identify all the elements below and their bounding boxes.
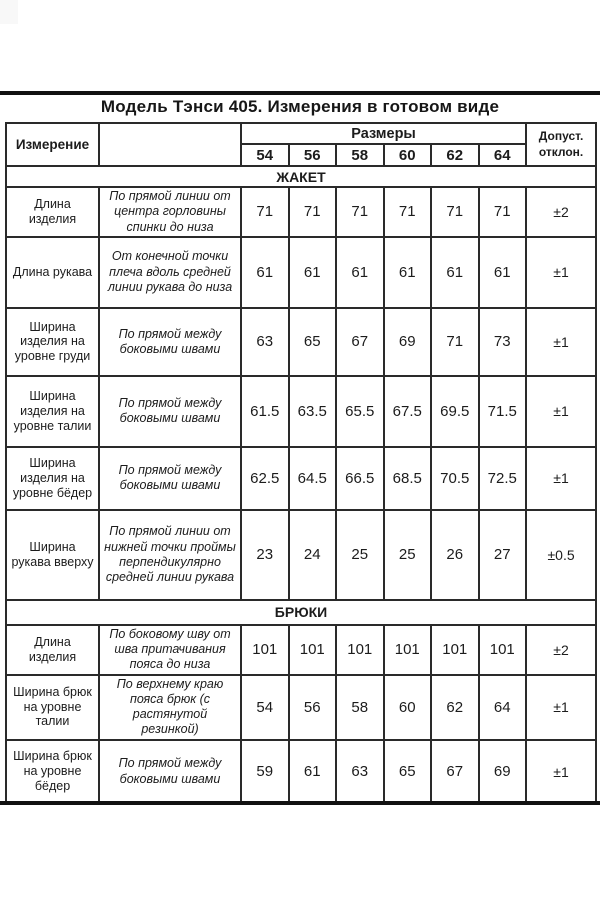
size-value: 65 <box>289 308 337 376</box>
deviation-value: ±1 <box>526 237 596 308</box>
header-size-64: 64 <box>479 144 527 166</box>
deviation-value: ±2 <box>526 187 596 237</box>
measurement-method: От конечной точки плеча вдоль средней линии рукава до низа <box>99 237 241 308</box>
header-deviation-line2: отклон. <box>538 144 584 159</box>
size-value: 70.5 <box>431 447 479 510</box>
page-title: Модель Тэнси 405. Измерения в готовом виде <box>100 97 500 116</box>
size-value: 73 <box>479 308 527 376</box>
deviation-value: ±1 <box>526 308 596 376</box>
size-value: 71.5 <box>479 376 527 447</box>
top-rule <box>0 91 600 95</box>
measurement-method: По боковому шву от шва притачивания пояса до низа <box>99 625 241 675</box>
size-value: 60 <box>384 675 432 740</box>
size-value: 64 <box>479 675 527 740</box>
size-value: 71 <box>384 187 432 237</box>
size-value: 62.5 <box>241 447 289 510</box>
measurement-row <box>6 237 596 308</box>
size-value: 61 <box>384 237 432 308</box>
size-value: 25 <box>336 510 384 600</box>
measurement-row <box>6 510 596 600</box>
header-size-54: 54 <box>241 144 289 166</box>
header-row-group <box>6 123 596 144</box>
header-method-empty <box>99 123 241 166</box>
measurements-table <box>5 122 597 805</box>
size-value: 68.5 <box>384 447 432 510</box>
measurement-method: По прямой между боковыми швами <box>99 740 241 804</box>
header-sizes-group: Размеры <box>241 123 526 144</box>
measurement-name: Ширина брюк на уровне бёдер <box>6 740 99 804</box>
size-value: 71 <box>336 187 384 237</box>
size-value: 101 <box>336 625 384 675</box>
measurement-row <box>6 376 596 447</box>
size-value: 67.5 <box>384 376 432 447</box>
header-size-58: 58 <box>336 144 384 166</box>
measurement-row <box>6 625 596 675</box>
header-size-56: 56 <box>289 144 337 166</box>
size-value: 61 <box>241 237 289 308</box>
size-value: 63.5 <box>289 376 337 447</box>
size-value: 71 <box>431 187 479 237</box>
size-value: 65 <box>384 740 432 804</box>
measurement-method: По прямой между боковыми швами <box>99 308 241 376</box>
size-value: 58 <box>336 675 384 740</box>
size-value: 64.5 <box>289 447 337 510</box>
size-value: 61 <box>479 237 527 308</box>
deviation-value: ±1 <box>526 740 596 804</box>
size-value: 71 <box>431 308 479 376</box>
bottom-rule <box>0 801 600 805</box>
measurement-method: По верхнему краю пояса брюк (с растянутой резинкой) <box>99 675 241 740</box>
size-value: 101 <box>479 625 527 675</box>
measurement-name: Ширина рукава вверху <box>6 510 99 600</box>
size-value: 67 <box>336 308 384 376</box>
size-value: 101 <box>431 625 479 675</box>
scan-smudge <box>0 0 18 24</box>
deviation-value: ±0.5 <box>526 510 596 600</box>
measurement-name: Длина изделия <box>6 187 99 237</box>
size-value: 61 <box>336 237 384 308</box>
size-value: 61 <box>289 740 337 804</box>
section-header-jacket: ЖАКЕТ <box>6 166 596 187</box>
size-value: 54 <box>241 675 289 740</box>
deviation-value: ±2 <box>526 625 596 675</box>
size-value: 61 <box>289 237 337 308</box>
size-value: 69 <box>479 740 527 804</box>
size-value: 71 <box>479 187 527 237</box>
table-header <box>6 123 596 166</box>
size-value: 69 <box>384 308 432 376</box>
measurement-name: Ширина изделия на уровне груди <box>6 308 99 376</box>
measurement-name: Ширина брюк на уровне талии <box>6 675 99 740</box>
header-deviation-line1: Допуст. <box>538 128 584 143</box>
measurement-row <box>6 187 596 237</box>
measurement-name: Длина рукава <box>6 237 99 308</box>
size-value: 66.5 <box>336 447 384 510</box>
measurement-name: Ширина изделия на уровне бёдер <box>6 447 99 510</box>
measurement-name: Ширина изделия на уровне талии <box>6 376 99 447</box>
size-value: 25 <box>384 510 432 600</box>
measurement-method: По прямой линии от центра горловины спинки до низа <box>99 187 241 237</box>
size-value: 23 <box>241 510 289 600</box>
size-value: 61.5 <box>241 376 289 447</box>
deviation-value: ±1 <box>526 376 596 447</box>
measurement-row <box>6 308 596 376</box>
size-value: 71 <box>289 187 337 237</box>
section-row-trousers <box>6 600 596 625</box>
size-value: 26 <box>431 510 479 600</box>
deviation-value: ±1 <box>526 447 596 510</box>
size-value: 72.5 <box>479 447 527 510</box>
section-row-jacket <box>6 166 596 187</box>
size-value: 101 <box>241 625 289 675</box>
measurement-name: Длина изделия <box>6 625 99 675</box>
size-value: 62 <box>431 675 479 740</box>
header-deviation <box>526 123 596 166</box>
section-header-trousers: БРЮКИ <box>6 600 596 625</box>
header-size-62: 62 <box>431 144 479 166</box>
size-value: 24 <box>289 510 337 600</box>
size-value: 101 <box>289 625 337 675</box>
size-value: 59 <box>241 740 289 804</box>
size-value: 65.5 <box>336 376 384 447</box>
header-size-60: 60 <box>384 144 432 166</box>
size-value: 56 <box>289 675 337 740</box>
size-value: 69.5 <box>431 376 479 447</box>
size-value: 63 <box>241 308 289 376</box>
measurement-method: По прямой между боковыми швами <box>99 447 241 510</box>
size-value: 61 <box>431 237 479 308</box>
table-body <box>6 166 596 804</box>
measurement-row <box>6 675 596 740</box>
measurement-row <box>6 447 596 510</box>
header-measurement: Измерение <box>6 123 99 166</box>
measurement-method: По прямой между боковыми швами <box>99 376 241 447</box>
size-value: 71 <box>241 187 289 237</box>
measurement-method: По прямой линии от нижней точки проймы перпендикулярно средней линии рукава <box>99 510 241 600</box>
size-value: 63 <box>336 740 384 804</box>
deviation-value: ±1 <box>526 675 596 740</box>
size-value: 101 <box>384 625 432 675</box>
size-value: 27 <box>479 510 527 600</box>
measurement-row <box>6 740 596 804</box>
size-value: 67 <box>431 740 479 804</box>
